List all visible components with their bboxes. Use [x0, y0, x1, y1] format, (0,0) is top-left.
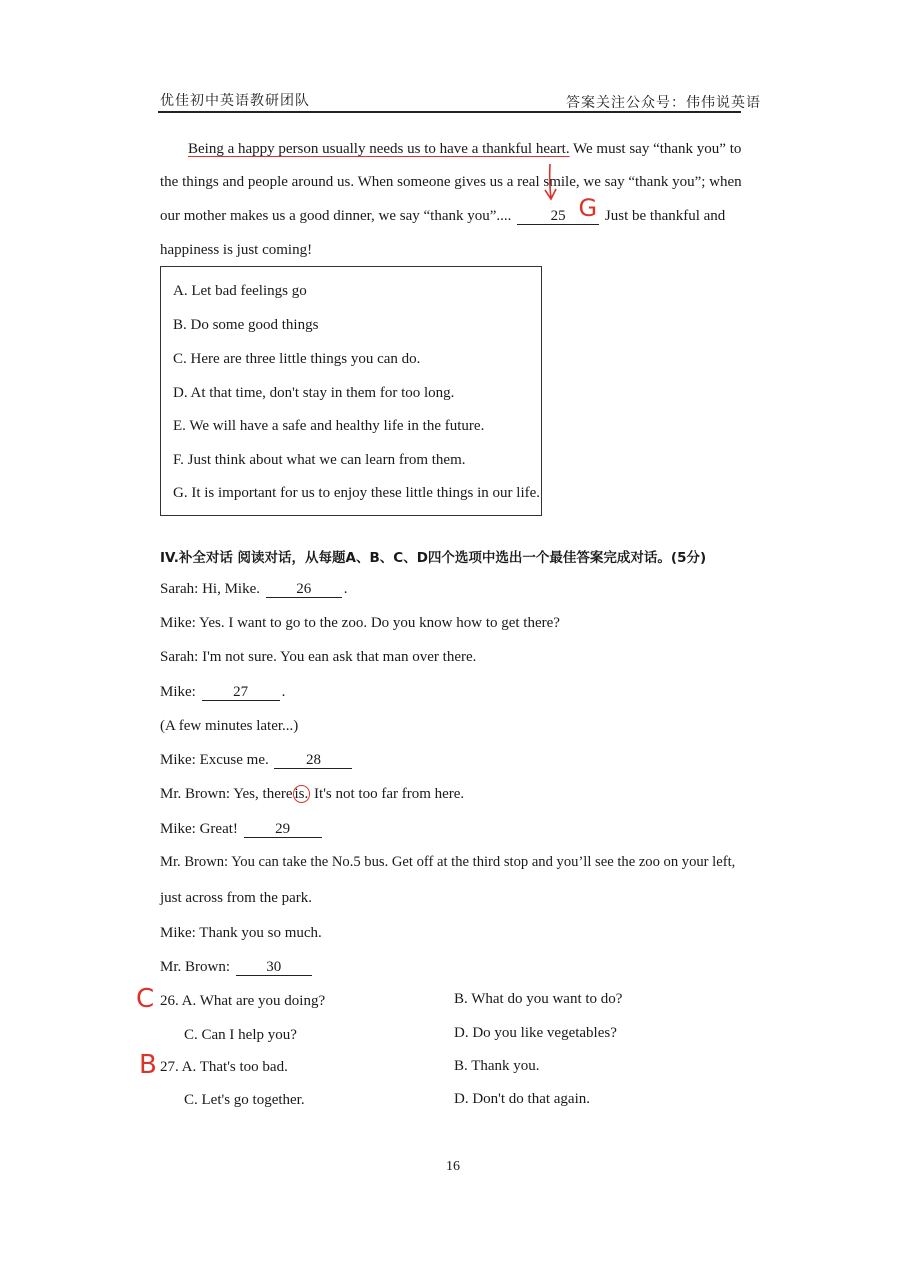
answer-25-handwritten: G — [578, 194, 598, 222]
header-right: 答案关注公众号：伟伟说英语 — [566, 95, 761, 111]
blank-27[interactable]: 27 — [202, 684, 280, 701]
question-27-a: 27. A. That's too bad. — [160, 1059, 288, 1075]
underlined-sentence: Being a happy person usually needs us to have a thankful heart. — [188, 141, 570, 157]
dialogue-line-4 — [160, 683, 285, 701]
dialogue-line-12 — [160, 958, 314, 976]
passage-line-3 — [160, 194, 726, 225]
question-27-c: C. Let's go together. — [184, 1092, 305, 1108]
passage-line-4: happiness is just coming! — [160, 242, 313, 258]
option-f: F. Just think about what we can learn from them. — [173, 452, 466, 468]
header-left: 优佳初中英语教研团队 — [160, 93, 310, 109]
dialogue-line-7 — [160, 785, 464, 803]
dialogue-line-8-text: Mike: Great! — [160, 821, 238, 837]
dialogue-line-9: Mr. Brown: You can take the No.5 bus. Get off at the third stop and you’ll see the zoo on your left, — [160, 854, 736, 870]
dialogue-line-7-text: Mr. Brown: Yes, there — [160, 786, 293, 802]
dialogue-line-6 — [160, 751, 354, 769]
question-27-b: B. Thank you. — [454, 1058, 540, 1074]
option-g: G. It is important for us to enjoy these little things in our life. — [173, 485, 541, 501]
option-a: A. Let bad feelings go — [173, 283, 307, 299]
question-26-a: 26. A. What are you doing? — [160, 993, 326, 1009]
dialogue-line-5: (A few minutes later...) — [160, 718, 299, 734]
dialogue-line-1 — [160, 580, 347, 598]
header-rule — [158, 111, 741, 113]
blank-25[interactable] — [517, 194, 599, 225]
circled-word: is. — [294, 786, 309, 802]
question-26-c: C. Can I help you? — [184, 1027, 297, 1043]
passage-line-3-before: our mother makes us a good dinner, we say “thank you”.... — [160, 208, 512, 224]
dialogue-line-3: Sarah: I'm not sure. You ean ask that man over there. — [160, 649, 477, 665]
passage-line-2: the things and people around us. When someone gives us a real smile, we say “thank you”; when — [160, 174, 742, 190]
answer-26-handwritten: C — [136, 984, 155, 1014]
dialogue-line-10: just across from the park. — [160, 890, 313, 906]
option-c: C. Here are three little things you can do. — [173, 351, 421, 367]
passage-line-3-after: Just be thankful and — [604, 208, 726, 224]
blank-28[interactable]: 28 — [274, 752, 352, 769]
dialogue-line-7-rest: It's not too far from here. — [314, 786, 465, 802]
dialogue-line-2: Mike: Yes. I want to go to the zoo. Do you know how to get there? — [160, 615, 560, 631]
question-27-d: D. Don't do that again. — [454, 1091, 591, 1107]
passage-line-1 — [188, 140, 741, 158]
question-26-b: B. What do you want to do? — [454, 991, 623, 1007]
passage-line-1-rest: We must say “thank you” to — [573, 141, 742, 157]
blank-25-number: 25 — [550, 208, 566, 224]
dialogue-line-12-text: Mr. Brown: — [160, 959, 231, 975]
dialogue-line-4-period: . — [281, 684, 286, 700]
option-d: D. At that time, don't stay in them for too long. — [173, 385, 455, 401]
options-box — [160, 266, 542, 516]
handwritten-arrow-icon — [540, 162, 560, 202]
dialogue-line-4-text: Mike: — [160, 684, 196, 700]
section-4-title: IV.补全对话 阅读对话，从每题A、B、C、D四个选项中选出一个最佳答案完成对话。(5分) — [160, 550, 707, 566]
dialogue-line-6-text: Mike: Excuse me. — [160, 752, 269, 768]
dialogue-line-8 — [160, 820, 324, 838]
dialogue-line-1-text: Sarah: Hi, Mike. — [160, 581, 260, 597]
blank-29[interactable]: 29 — [244, 821, 322, 838]
blank-26[interactable]: 26 — [266, 581, 342, 598]
option-b: B. Do some good things — [173, 317, 319, 333]
answer-27-handwritten: B — [139, 1050, 157, 1080]
option-e: E. We will have a safe and healthy life in the future. — [173, 418, 485, 434]
page-number: 16 — [446, 1159, 460, 1174]
dialogue-line-11: Mike: Thank you so much. — [160, 925, 322, 941]
dialogue-line-1-period: . — [343, 581, 348, 597]
question-26-d: D. Do you like vegetables? — [454, 1025, 617, 1041]
blank-30[interactable]: 30 — [236, 959, 312, 976]
